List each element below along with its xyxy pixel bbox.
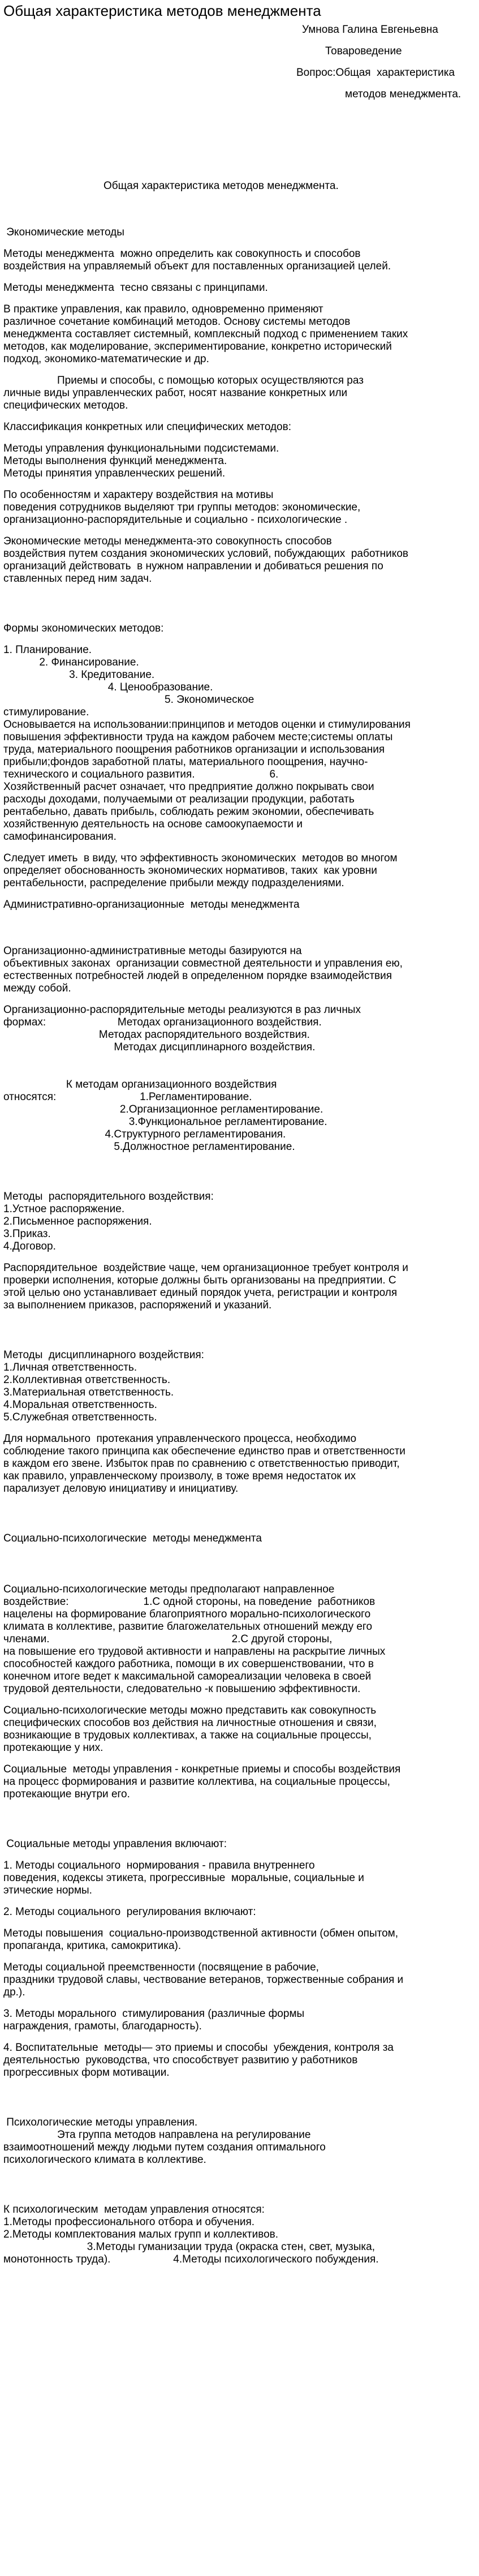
subject-label: Товароведение: [325, 45, 402, 57]
text-line: поведения сотрудников выделяют три группы методов: экономические,: [3, 501, 361, 513]
text-line: Социально-психологические методы можно представить как совокупность: [3, 1705, 377, 1716]
text-line: пропаганда, критика, самокритика).: [3, 1940, 182, 1952]
text-line: 3.Материальная ответственность.: [3, 1386, 174, 1398]
text-line: деятельностью руководства, что способствует развитию у работников: [3, 2054, 358, 2066]
text-line: праздники трудовой славы, чествование ветеранов, торжественные собрания и: [3, 1974, 404, 1986]
text-line: соблюдение такого принципа как обеспечение единство прав и ответственности: [3, 1445, 405, 1457]
text-line: 2. Финансирование.: [3, 656, 139, 668]
text-line: на процесс формирования и развитие коллектива, на социальные процессы,: [3, 1776, 390, 1788]
text-line: Классификация конкретных или специфических методов:: [3, 421, 291, 433]
text-line: повышения эффективности труда на каждом рабочем месте;системы оплаты: [3, 731, 393, 743]
text-line: Приемы и способы, с помощью которых осуществляются раз: [3, 375, 364, 387]
text-line: Методах дисциплинарного воздействия.: [3, 1041, 316, 1053]
text-line: личные виды управленческих работ, носят название конкретных или: [3, 387, 348, 399]
section-title: Общая характеристика методов менеджмента.: [103, 180, 339, 192]
text-line: ставленных перед ним задач.: [3, 573, 152, 585]
text-line: этические нормы.: [3, 1884, 92, 1896]
text-line: 1.Методы профессионального отбора и обучения.: [3, 2216, 255, 2228]
text-line: Методы выполнения функций менеджмента.: [3, 455, 227, 467]
text-line: поведения, кодексы этикета, прогрессивные моральные, социальные и: [3, 1872, 364, 1884]
text-line: Методы социальной преемственности (посвящение в рабочие,: [3, 1961, 319, 1973]
text-line: др.).: [3, 1986, 25, 1998]
text-line: 2. Методы социального регулирования включают:: [3, 1906, 256, 1918]
text-line: расходы доходами, получаемыми от реализации продукции, работать: [3, 793, 355, 805]
text-line: 3. Кредитование.: [3, 669, 155, 681]
text-line: 4.Договор.: [3, 1240, 56, 1252]
text-line: награждения, грамоты, благодарность).: [3, 2020, 202, 2032]
text-line: Методы распорядительного воздействия:: [3, 1191, 214, 1203]
text-line: членами. 2.С другой стороны,: [3, 1633, 333, 1645]
text-line: Методы дисциплинарного воздействия:: [3, 1349, 204, 1361]
text-line: как правило, управленческому произволу, в тоже время недостаток их: [3, 1470, 356, 1482]
text-line: прогрессивных форм мотивации.: [3, 2067, 170, 2079]
text-line: организаций действовать в нужном направлении и добиваться решения по: [3, 560, 383, 572]
question-line-2: методов менеджмента.: [345, 88, 461, 100]
text-line: 2.Организационное регламентирование.: [3, 1104, 323, 1115]
text-line: 4.Моральная ответственность.: [3, 1399, 157, 1411]
text-line: на повышение его трудовой активности и направлены на раскрытие личных: [3, 1646, 386, 1658]
text-line: относятся: 1.Регламентирование.: [3, 1091, 252, 1103]
text-line: 1. Методы социального нормирования - правила внутреннего: [3, 1860, 315, 1871]
text-line: Социальные методы управления включают:: [3, 1838, 227, 1850]
text-line: 1.Устное распоряжение.: [3, 1203, 125, 1215]
text-line: труда, материального поощрения работников организации и использования: [3, 744, 385, 755]
text-line: 4.Структурного регламентирования.: [3, 1128, 286, 1140]
text-line: 5.Служебная ответственность.: [3, 1411, 157, 1423]
text-line: воздействия на управляемый объект для поставленных организацией целей.: [3, 260, 391, 272]
text-line: Методы менеджмента можно определить как совокупность и способов: [3, 248, 361, 260]
text-line: Организационно-распорядительные методы реализуются в раз личных: [3, 1004, 361, 1016]
text-line: В практике управления, как правило, одновременно применяют: [3, 303, 323, 315]
text-line: Методах распорядительного воздействия.: [3, 1029, 310, 1041]
text-line: методов, как моделирование, экспериментирование, конкретно исторический: [3, 341, 392, 353]
text-line: 3.Методы гуманизации труда (окраска стен, свет, музыка,: [3, 2241, 375, 2253]
text-line: Распорядительное воздействие чаще, чем организационное требует контроля и: [3, 1262, 408, 1274]
text-line: технического и социального развития. 6.: [3, 768, 279, 780]
document-title: Общая характеристика методов менеджмента: [3, 2, 321, 19]
text-line: способностей каждого работника, помощи в их совершенствовании, что в: [3, 1658, 374, 1670]
text-line: Социальные методы управления - конкретные приемы и способы воздействия: [3, 1763, 401, 1775]
text-line: объективных законах организации совместной деятельности и управления ею,: [3, 958, 403, 969]
text-line: Методы менеджмента тесно связаны с принципами.: [3, 282, 268, 294]
text-line: естественных потребностей людей в определенном порядке взаимодействия: [3, 970, 392, 982]
text-line: 3.Функциональное регламентирование.: [3, 1116, 327, 1128]
text-line: Формы экономических методов:: [3, 622, 164, 634]
text-line: По особенностям и характеру воздействия на мотивы: [3, 489, 274, 501]
text-line: 2.Методы комплектования малых групп и коллективов.: [3, 2229, 279, 2240]
author-name: Умнова Галина Евгеньевна: [302, 24, 438, 36]
text-line: проверки исполнения, которые должны быть организованы на предприятии. С: [3, 1274, 396, 1286]
text-line: Экономические методы менеджмента-это совокупность способов: [3, 535, 332, 547]
text-line: менеджмента составляет системный, комплексный подход с применением таких: [3, 328, 408, 340]
text-line: Методы принятия управленческих решений.: [3, 467, 226, 479]
text-line: определяет обоснованность экономических нормативов, таких как уровни: [3, 865, 377, 877]
text-line: 3.Приказ.: [3, 1228, 51, 1240]
text-line: организационно-распорядительные и социально - психологические .: [3, 514, 348, 526]
text-line: подход, экономико-математические и др.: [3, 353, 209, 365]
text-line: Следует иметь в виду, что эффективность экономических методов во многом: [3, 852, 398, 864]
text-line: Социально-психологические методы предполагают направленное: [3, 1583, 335, 1595]
text-line: 4. Ценообразование.: [3, 681, 213, 693]
text-line: рентабельно, давать прибыль, соблюдать режим экономии, обеспечивать: [3, 806, 374, 818]
text-line: прибыли;фондов заработной платы, материального поощрения, научно-: [3, 756, 368, 768]
text-line: протекающие внутри его.: [3, 1788, 130, 1800]
text-line: Основывается на использовании:принципов и методов оценки и стимулирования: [3, 719, 411, 731]
text-line: К методам организационного воздействия: [3, 1079, 277, 1090]
text-line: Методы управления функциональными подсистемами.: [3, 443, 279, 454]
text-line: Психологические методы управления.: [3, 2116, 198, 2128]
text-line: трудовой деятельности, следовательно -к повышению эффективности.: [3, 1683, 361, 1695]
text-line: специфических методов.: [3, 400, 128, 411]
text-line: 5. Экономическое: [3, 694, 254, 706]
text-line: хозяйственную деятельность на основе самоокупаемости и: [3, 818, 303, 830]
text-line: за выполнением приказов, распоряжений и указаний.: [3, 1299, 272, 1311]
text-line: парализует деловую инициативу и инициативу.: [3, 1483, 239, 1495]
text-line: 2.Коллективная ответственность.: [3, 1374, 171, 1386]
text-line: Экономические методы: [3, 226, 124, 238]
text-line: формах: Методах организационного воздействия.: [3, 1016, 322, 1028]
text-line: Методы повышения социально-производственной активности (обмен опытом,: [3, 1927, 398, 1939]
text-line: в каждом его звене. Избыток прав по сравнению с ответственностью приводит,: [3, 1458, 400, 1470]
text-line: монотонность труда). 4.Методы психологического побуждения.: [3, 2253, 379, 2265]
text-line: Хозяйственный расчет означает, что предприятие должно покрывать свои: [3, 781, 374, 793]
text-line: психологического климата в коллективе.: [3, 2154, 206, 2166]
text-line: конечном итоге ведет к максимальной самореализации человека в своей: [3, 1671, 372, 1682]
text-line: стимулирование.: [3, 706, 89, 718]
text-line: К психологическим методам управления относятся:: [3, 2204, 265, 2216]
text-line: между собой.: [3, 982, 71, 994]
text-line: 2.Письменное распоряжения.: [3, 1216, 152, 1227]
text-line: воздействие: 1.С одной стороны, на поведение работников: [3, 1596, 376, 1608]
text-line: нацелены на формирование благоприятного морально-психологического: [3, 1608, 371, 1620]
text-line: 5.Должностное регламентирование.: [3, 1141, 295, 1153]
text-line: Социально-психологические методы менеджмента: [3, 1532, 262, 1544]
text-line: Для нормального протекания управленческого процесса, необходимо: [3, 1433, 357, 1445]
text-line: Административно-организационные методы менеджмента: [3, 899, 300, 911]
text-line: 4. Воспитательные методы— это приемы и способы убеждения, контроля за: [3, 2042, 394, 2054]
text-line: 1.Личная ответственность.: [3, 1362, 137, 1373]
text-line: протекающие у них.: [3, 1742, 103, 1754]
text-line: Организационно-административные методы базируются на: [3, 945, 302, 957]
text-line: климата в коллективе, развитие благожелательных отношений между его: [3, 1621, 373, 1633]
text-line: рентабельности, распределение прибыли между подразделениями.: [3, 877, 344, 889]
text-line: 1. Планирование.: [3, 644, 92, 656]
text-line: 3. Методы морального стимулирования (различные формы: [3, 2008, 305, 2020]
text-line: взаимоотношений между людьми путем создания оптимального: [3, 2141, 326, 2153]
text-line: различное сочетание комбинаций методов. Основу системы методов: [3, 316, 351, 328]
question-line-1: Вопрос:Общая характеристика: [296, 67, 455, 79]
text-line: самофинансирования.: [3, 831, 116, 843]
text-line: этой целью оно устанавливает единый порядок учета, регистрации и контроля: [3, 1287, 398, 1299]
text-line: Эта группа методов направлена на регулирование: [3, 2129, 311, 2141]
text-line: возникающие в трудовых коллективах, а также на социальные процессы,: [3, 1729, 372, 1741]
text-line: специфических способов воз действия на личностные отношения и связи,: [3, 1717, 377, 1729]
text-line: воздействия путем создания экономических условий, побуждающих работников: [3, 548, 408, 560]
